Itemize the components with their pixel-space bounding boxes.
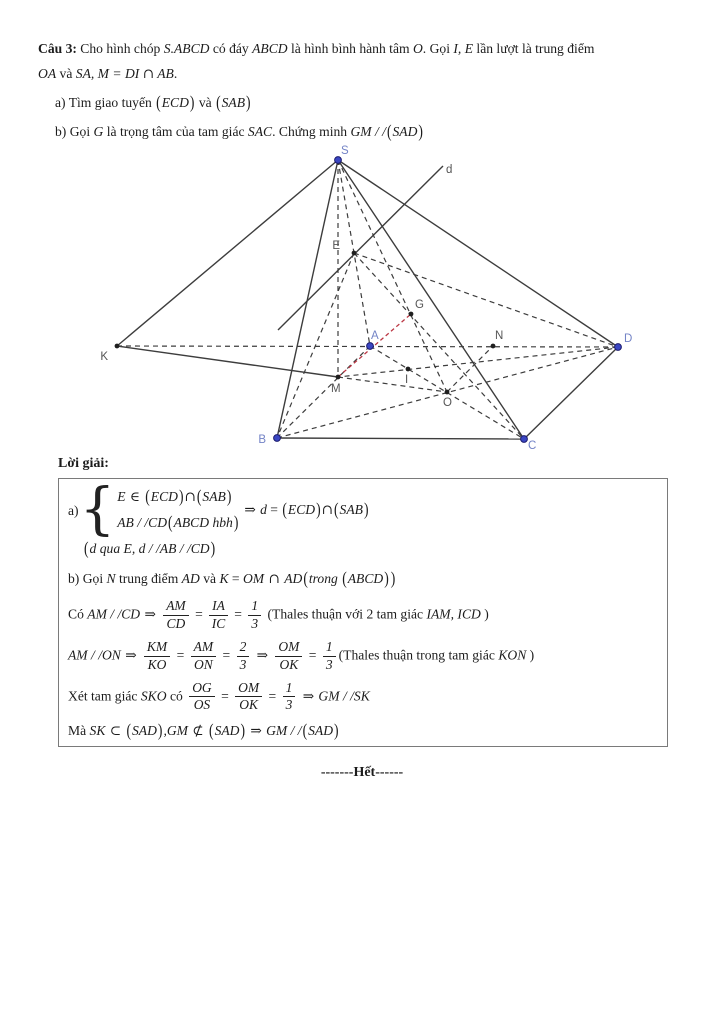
- figure-points: [115, 157, 622, 443]
- label-E: E: [332, 240, 340, 252]
- point-A: [367, 343, 374, 350]
- system-line-2: AB / /CD(ABCD hbh): [117, 512, 239, 532]
- label-D: D: [624, 333, 633, 345]
- point-K: [115, 344, 120, 349]
- edge-S-K: [117, 160, 338, 346]
- point-D: [615, 344, 622, 351]
- end-marker: -------Hết------: [320, 765, 404, 780]
- point-N: [491, 344, 496, 349]
- problem-statement: [38, 36, 694, 145]
- solution-triangle-sko: Xét tam giác SKO có $\frac{OG}{OS}$ = $\frac{OM}{OK}$ = $\frac{1}{3}$ ⇒ GM / /SK: [68, 679, 370, 713]
- solution-step-b: b) Gọi N trung điểm AD và K = OM ∩ AD(trong (ABCD) ): [68, 568, 396, 588]
- solution-box: [58, 478, 668, 747]
- label-B: B: [258, 434, 266, 446]
- label-d: d: [446, 164, 453, 176]
- problem-part-a: a) Tìm giao tuyến (ECD) và (SAB): [55, 92, 251, 112]
- segment-S-O: [338, 160, 447, 392]
- segment-M-G-red: [338, 314, 411, 377]
- label-A: A: [371, 330, 379, 342]
- edge-S-D: [338, 160, 618, 347]
- solution-step-a-note: (d qua E, d / /AB / /CD): [84, 538, 216, 558]
- edge-S-C: [338, 160, 524, 439]
- label-N: N: [495, 330, 504, 342]
- label-I: I: [405, 374, 409, 386]
- solid-edges: [117, 160, 618, 439]
- segment-E-D: [354, 253, 618, 347]
- label-C: C: [528, 440, 537, 452]
- label-S: S: [341, 145, 349, 157]
- problem-part-b: b) Gọi G là trọng tâm của tam giác SAC. Chứng minh GM / /(SAD): [55, 121, 423, 141]
- point-I: [406, 367, 411, 372]
- segment-M-O: [338, 377, 447, 392]
- dashed-lines: [117, 160, 618, 439]
- system-conclusion: ⇒ d = (ECD)∩(SAB): [244, 499, 369, 519]
- problem-line-1: Câu 3: Cho hình chóp S.ABCD có đáy ABCD là hình bình hành tâm O. Gọi I, E lần lượt là trung điểm: [38, 41, 595, 56]
- point-E: [352, 251, 357, 256]
- point-M: [336, 375, 341, 380]
- point-O: [445, 390, 450, 395]
- solution-conclusion: Mà SK ⊂ (SAD),GM ⊄ (SAD) ⇒ GM / /(SAD): [68, 720, 339, 741]
- edge-S-B: [277, 160, 338, 438]
- left-brace-icon: {: [79, 476, 116, 542]
- segment-E-B: [277, 253, 354, 438]
- figure-labels: [100, 145, 632, 452]
- label-O: O: [443, 397, 452, 409]
- problem-line-2: OA và SA, M = DI ∩ AB.: [38, 66, 178, 82]
- solution-step-a: [68, 476, 658, 542]
- label-M: M: [331, 383, 341, 395]
- point-B: [274, 435, 281, 442]
- solution-title: Lời giải:: [58, 456, 109, 471]
- edge-B-C: [277, 438, 524, 439]
- system-conditions: [117, 484, 239, 536]
- pyramid-figure: [0, 142, 724, 472]
- edge-A-B: [277, 346, 370, 438]
- system-line-1: E ∈ (ECD)∩(SAB): [117, 486, 232, 506]
- point-S: [335, 157, 342, 164]
- point-G: [409, 312, 414, 317]
- segment-O-N: [447, 346, 493, 392]
- label-G: G: [415, 299, 424, 311]
- edge-C-D: [524, 347, 618, 439]
- label-K: K: [100, 351, 108, 363]
- step-a-label: a): [68, 502, 79, 518]
- point-C: [521, 436, 528, 443]
- solution-thales-2: AM / /ON ⇒ $\frac{KM}{KO}$ = $\frac{AM}{ON}$ = $\frac{2}{3}$ ⇒ $\frac{OM}{OK}$ = $\frac{1}{3}$ (Thales thuận trong tam giác KON ): [68, 638, 535, 672]
- solution-thales-1: Có AM / /CD ⇒ $\frac{AM}{CD}$ = $\frac{IA}{IC}$ = $\frac{1}{3}$ (Thales thuận với 2 tam giác IAM, ICD ): [68, 598, 489, 631]
